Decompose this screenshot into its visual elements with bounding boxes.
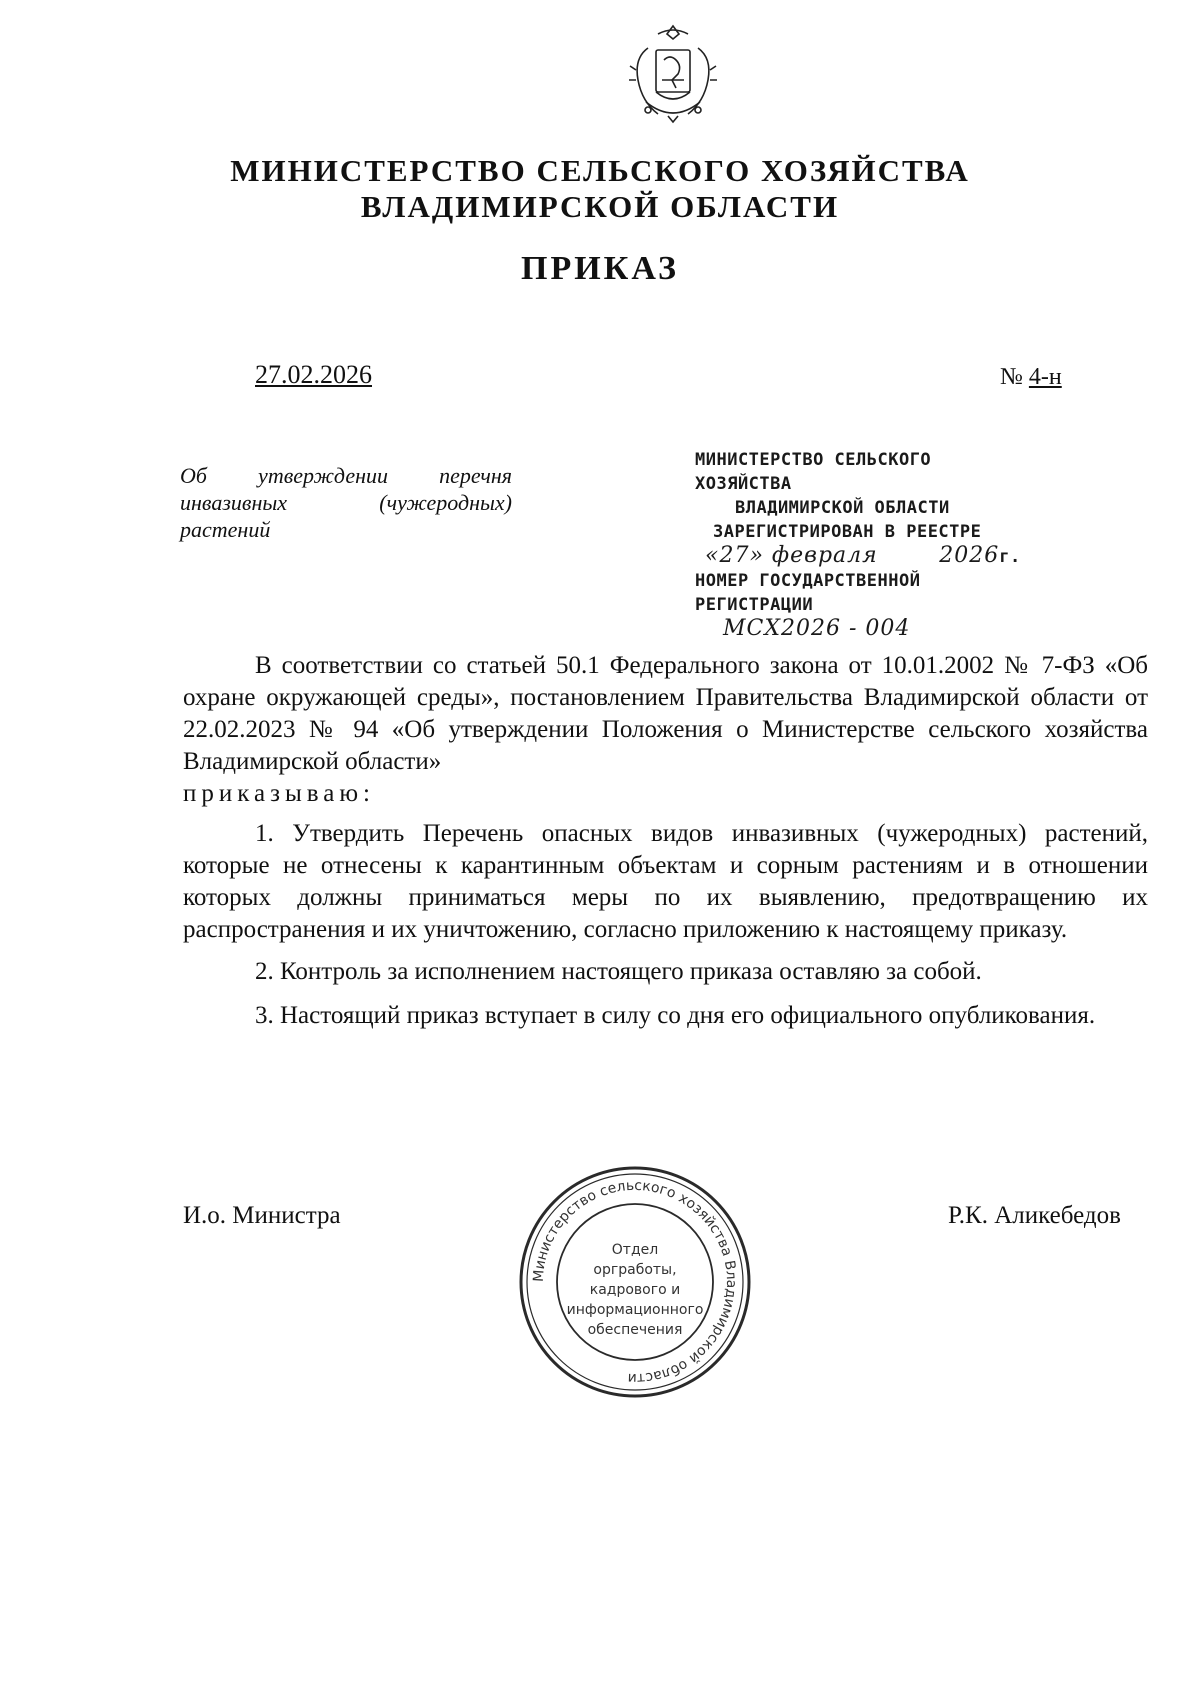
subject-line-2: инвазивных (чужеродных) bbox=[180, 490, 512, 515]
subject-line-1: Об утверждении перечня bbox=[180, 463, 512, 488]
order-number bbox=[1000, 364, 1062, 391]
order-date: 27.02.2026 bbox=[255, 360, 372, 389]
stamp-line-1: МИНИСТЕРСТВО СЕЛЬСКОГО ХОЗЯЙСТВА bbox=[695, 450, 932, 494]
stamp-year-suffix: г. bbox=[999, 547, 1021, 567]
subject-line-3: растений bbox=[180, 517, 271, 542]
seal-center-line-3: кадрового и bbox=[589, 1282, 681, 1298]
registration-stamp bbox=[695, 448, 1035, 641]
signatory-position: И.о. Министра bbox=[183, 1202, 341, 1229]
coat-of-arms-emblem bbox=[618, 20, 728, 130]
stamp-handwritten-year: 2026 bbox=[939, 543, 1000, 568]
body-item-3: 3. Настоящий приказ вступает в силу со дня его официального опубликования. bbox=[255, 1002, 1096, 1029]
seal-center-line-2: оргработы, bbox=[593, 1262, 677, 1278]
order-number-value: 4-н bbox=[1028, 364, 1062, 390]
ministry-name-line1: МИНИСТЕРСТВО СЕЛЬСКОГО ХОЗЯЙСТВА bbox=[230, 153, 970, 188]
ministry-name-line2: ВЛАДИМИРСКОЙ ОБЛАСТИ bbox=[360, 189, 840, 224]
stamp-line-3: ЗАРЕГИСТРИРОВАН В РЕЕСТРЕ bbox=[713, 522, 982, 542]
seal-center-line-5: обеспечения bbox=[587, 1322, 683, 1338]
body-order-word: приказываю: bbox=[183, 780, 375, 807]
seal-center-line-1: Отдел bbox=[611, 1242, 659, 1258]
seal-ring-text: Министерство сельского хозяйства Владимирской области bbox=[530, 1177, 740, 1387]
body-item-2: 2. Контроль за исполнением настоящего приказа оставляю за собой. bbox=[255, 958, 982, 985]
stamp-reg-number: МСХ2026 - 004 bbox=[723, 616, 911, 641]
number-sign: № bbox=[1000, 364, 1023, 390]
body-preamble: В соответствии со статьей 50.1 Федерального закона от 10.01.2002 № 7-ФЗ «Об охране окружающей среды», постановлением Правительства Владимирской области от 22.02.2023 № 94 «Об утверждении Положения о Министерстве сельского хозяйства Владимирской области» bbox=[183, 652, 1148, 775]
seal-center-line-4: информационного bbox=[566, 1302, 704, 1318]
order-body bbox=[183, 650, 1148, 1032]
document-type-title: ПРИКАЗ bbox=[521, 250, 679, 287]
body-item-1: 1. Утвердить Перечень опасных видов инвазивных (чужеродных) растений, которые не отнесены к карантинным объектам и сорным растениям и в отношении которых должны приниматься меры по их выявлению, предотвращению их распространения и их уничтожению, согласно приложению к настоящему приказу. bbox=[183, 820, 1148, 943]
stamp-line-5: НОМЕР ГОСУДАРСТВЕННОЙ РЕГИСТРАЦИИ bbox=[695, 571, 921, 615]
official-seal bbox=[515, 1162, 755, 1402]
order-subject bbox=[180, 462, 512, 543]
signatory-name: Р.К. Аликебедов bbox=[948, 1202, 1121, 1229]
stamp-handwritten-date: «27» февраля bbox=[705, 543, 878, 568]
stamp-line-2: ВЛАДИМИРСКОЙ ОБЛАСТИ bbox=[735, 498, 950, 518]
